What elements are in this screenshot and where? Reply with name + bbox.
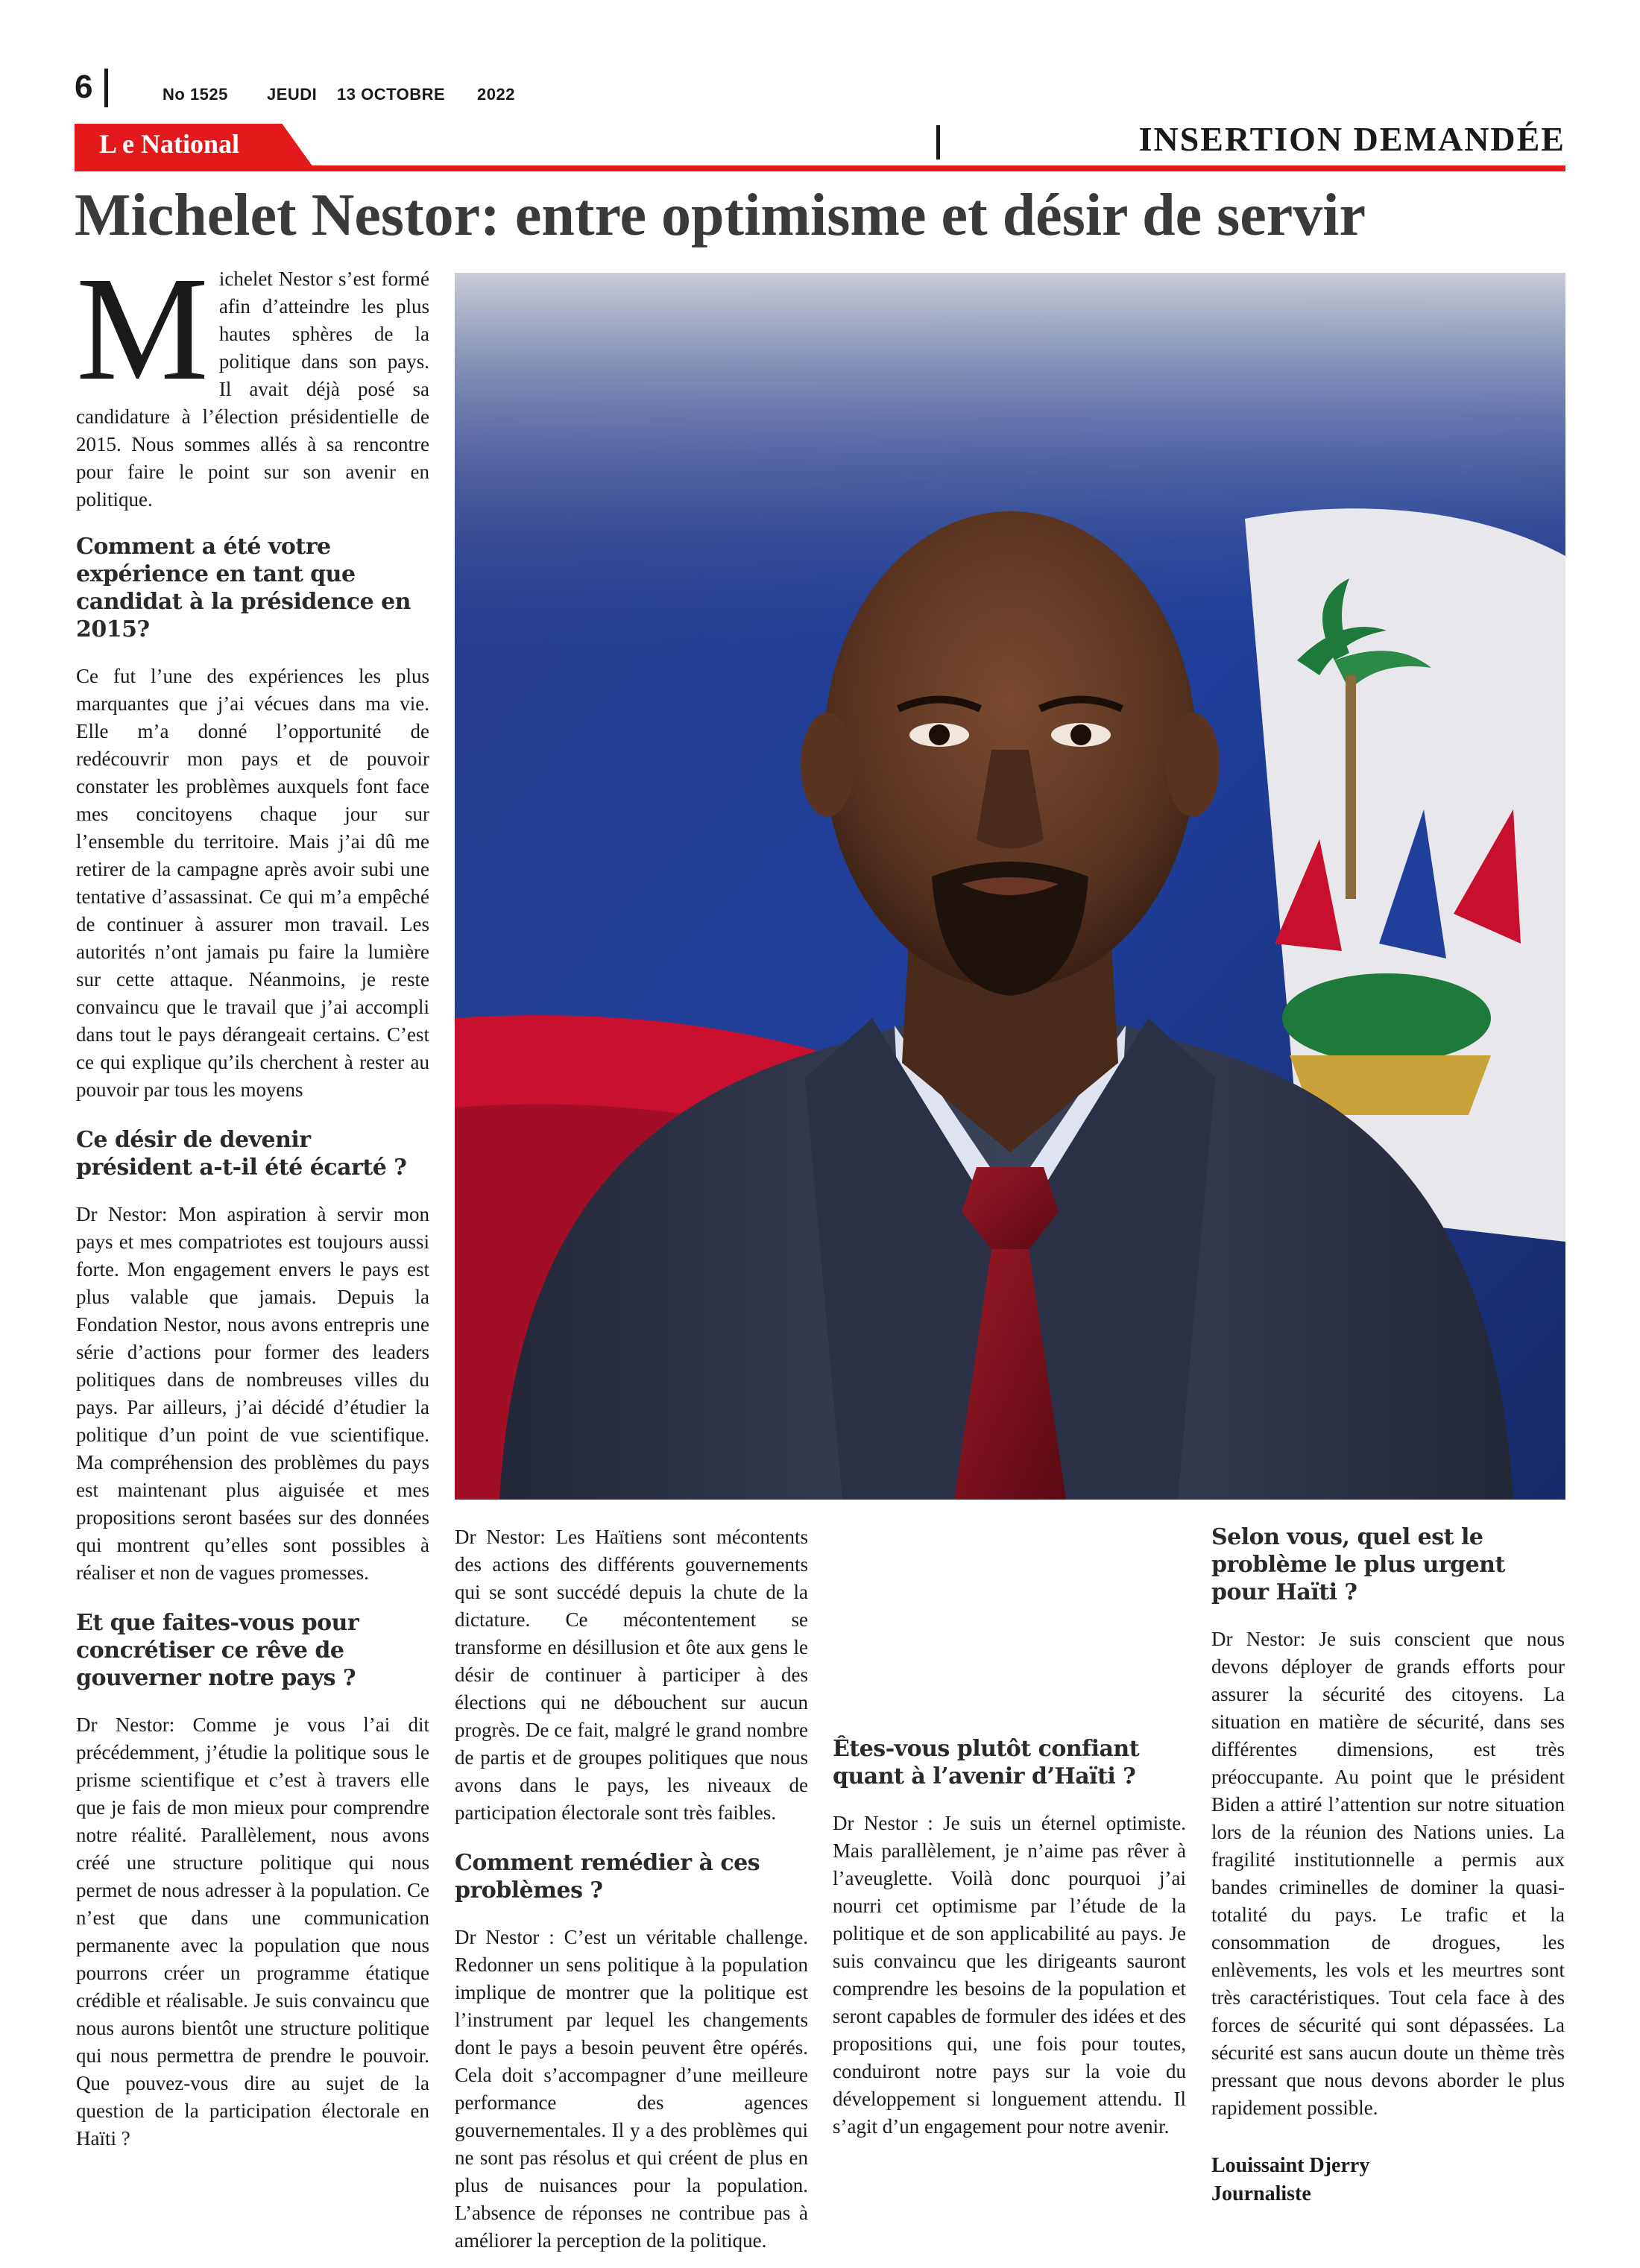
question-2: Ce désir de devenir président a-t-il été écarté ?: [76, 1127, 407, 1181]
article-headline: Michelet Nestor: entre optimisme et désir de servir: [75, 183, 1366, 248]
answer-2: Dr Nestor: Mon aspiration à servir mon pays et mes compatriotes est toujours aussi forte. Mon engagement envers le pays est plus valable que jamais. Depuis la Fondation Nestor, nous avons entrepris une série d’actions pour former des leaders politiques dans de nombreuses villes du pays. Par ailleurs, j’ai décidé d’étudier la politique d’un point de vue scientifique. Ma compréhension des problèmes du pays est maintenant plus aiguisée et mes propositions seront basées sur des données qui montrent qu’elles sont possibles à réaliser et non de vagues promesses.: [76, 1203, 429, 1584]
question-6: Êtes-vous plutôt confiant quant à l’avenir d’Haïti ?: [833, 1736, 1140, 1790]
answer-3-text: Dr Nestor: Comme je vous l’ai dit précédemment, j’étudie la politique sous le prisme scientifique et c’est à travers elle que je fais de mon mieux pour comprendre notre réalité. Parallèlement, nous avons créé une structure politique qui nous permet de nous adresser à la population. Ce n’est que dans une communication permanente avec la population que nous pourrons créer un programme étatique crédible et réalisable. Je suis convaincu que nous aurons bientôt une structure politique qui nous permettra de prendre le pouvoir.: [76, 1713, 429, 2067]
header-rule: [75, 165, 1565, 171]
question-1: Comment a été votre expérience en tant que candidat à la présidence en 2015?: [76, 534, 411, 642]
intro-paragraph: [76, 247, 429, 514]
issue-number: No 1525: [163, 85, 228, 104]
question-5: Comment remédier à ces problèmes ?: [455, 1850, 760, 1904]
portrait-photo: [455, 273, 1565, 1500]
issue-date: 13 OCTOBRE: [337, 85, 446, 104]
author-name: Louissaint Djerry: [1211, 2154, 1370, 2177]
answer-7: Dr Nestor: Je suis conscient que nous devons déployer de grands efforts pour assurer la sécurité des citoyens. La situation en matière de sécurité, dans ses différentes dimensions, est très préoccupante. Au point que le président Biden a attiré l’attention sur notre situation lors de la réunion des Nations unies. La fragilité institutionnelle a permis aux bandes criminelles de dominer la quasi-totalité du pays. Le trafic et la consommation de drogues, les enlèvements, les vols et les meurtres sont très caractéristiques. Tout cela face à des forces de sécurité qui sont dépassées. La sécurité est sans aucun doute un thème très pressant que nous devons aborder le plus rapidement possible.: [1211, 1628, 1565, 2119]
article-column-4: [1211, 1523, 1565, 2208]
question-3: Et que faites-vous pour concrétiser ce rêve de gouverner notre pays ?: [76, 1610, 359, 1691]
answer-1: Ce fut l’une des expériences les plus marquantes que j’ai vécues dans ma vie. Elle m’a donné l’opportunité de redécouvrir mon pays et de pouvoir constater les problèmes auxquels font face mes concitoyens chaque jour sur l’ensemble du territoire. Mais j’ai dû me retirer de la campagne après avoir subi une tentative d’assassinat. Ce qui m’a empêché de continuer à assurer mon travail. Les autorités n’ont jamais pu faire la lumière sur cette attaque. Néanmoins, je reste convaincu que le travail que j’ai accompli dans tout le pays dérangeait certains. C’est ce qui explique qu’ils cherchent à rester au pouvoir par tous les moyens: [76, 665, 429, 1101]
answer-3: [76, 1711, 429, 2152]
page-number: 6: [75, 69, 93, 105]
question-7: Selon vous, quel est le problème le plus urgent pour Haïti ?: [1211, 1524, 1505, 1605]
answer-5: Dr Nestor : C’est un véritable challenge. Redonner un sens politique à la population implique de montrer que la politique est l’instrument par lequel les changements dont le pays a besoin peuvent être opérés. Cela doit s’accompagner d’une meilleure performance des agences gouvernementales. Il y a des problèmes qui ne sont pas résolus et qui créent de plus en plus de nuisances pour la population. L’absence de réponses ne contribue pas à améliorer la perception de la politique.: [455, 1926, 808, 2252]
answer-4: Dr Nestor: Les Haïtiens sont mécontents des actions des différents gouvernements qui se sont succédé depuis la chute de la dictature. Ce mécontentement se transforme en désillusion et ôte aux gens le désir de continuer à participer à des élections qui ne débouchent sur aucun progrès. De ce fait, malgré le grand nombre de partis et de groupes politiques que nous avons dans le pays, les niveaux de participation électorale sont très faibles.: [455, 1526, 808, 1824]
article-column-2: [455, 1523, 808, 2268]
page-number-divider: [104, 69, 108, 107]
article-column-1: [76, 247, 429, 2166]
issue-day: JEUDI: [267, 85, 318, 104]
author-title: Journaliste: [1211, 2182, 1311, 2205]
publication-name: L e National: [99, 129, 240, 159]
intro-text: ichelet Nestor s’est formé afin d’atteindre les plus hautes sphères de la politique dans son pays. Il avait déjà posé sa candidature à l’élection présidentielle de 2015. Nous sommes allés à sa rencontre pour faire le point sur son avenir en politique.: [76, 268, 429, 511]
answer-6: Dr Nestor : Je suis un éternel optimiste. Mais parallèlement, je n’aime pas rêver à l’aveuglette. Voilà donc pourquoi j’ai nourri cet optimisme par l’étude de la politique et de son applicabilité au pays. Je suis convaincu que les dirigeants sauront comprendre les besoins de la population et seront capables de formuler des idées et des propositions qui, une fois pour toutes, conduiront notre pays sur la voie du développement si longuement attendu. Il s’agit d’un engagement pour notre avenir.: [833, 1812, 1186, 2138]
drop-cap: M: [76, 247, 209, 411]
article-column-3: [833, 1735, 1186, 2154]
section-label: INSERTION DEMANDÉE: [1138, 120, 1565, 158]
question-4: Que pouvez-vous dire au sujet de la question de la participation électorale en Haïti ?: [76, 2072, 429, 2149]
header-divider: [936, 125, 940, 159]
issue-year: 2022: [477, 85, 515, 104]
